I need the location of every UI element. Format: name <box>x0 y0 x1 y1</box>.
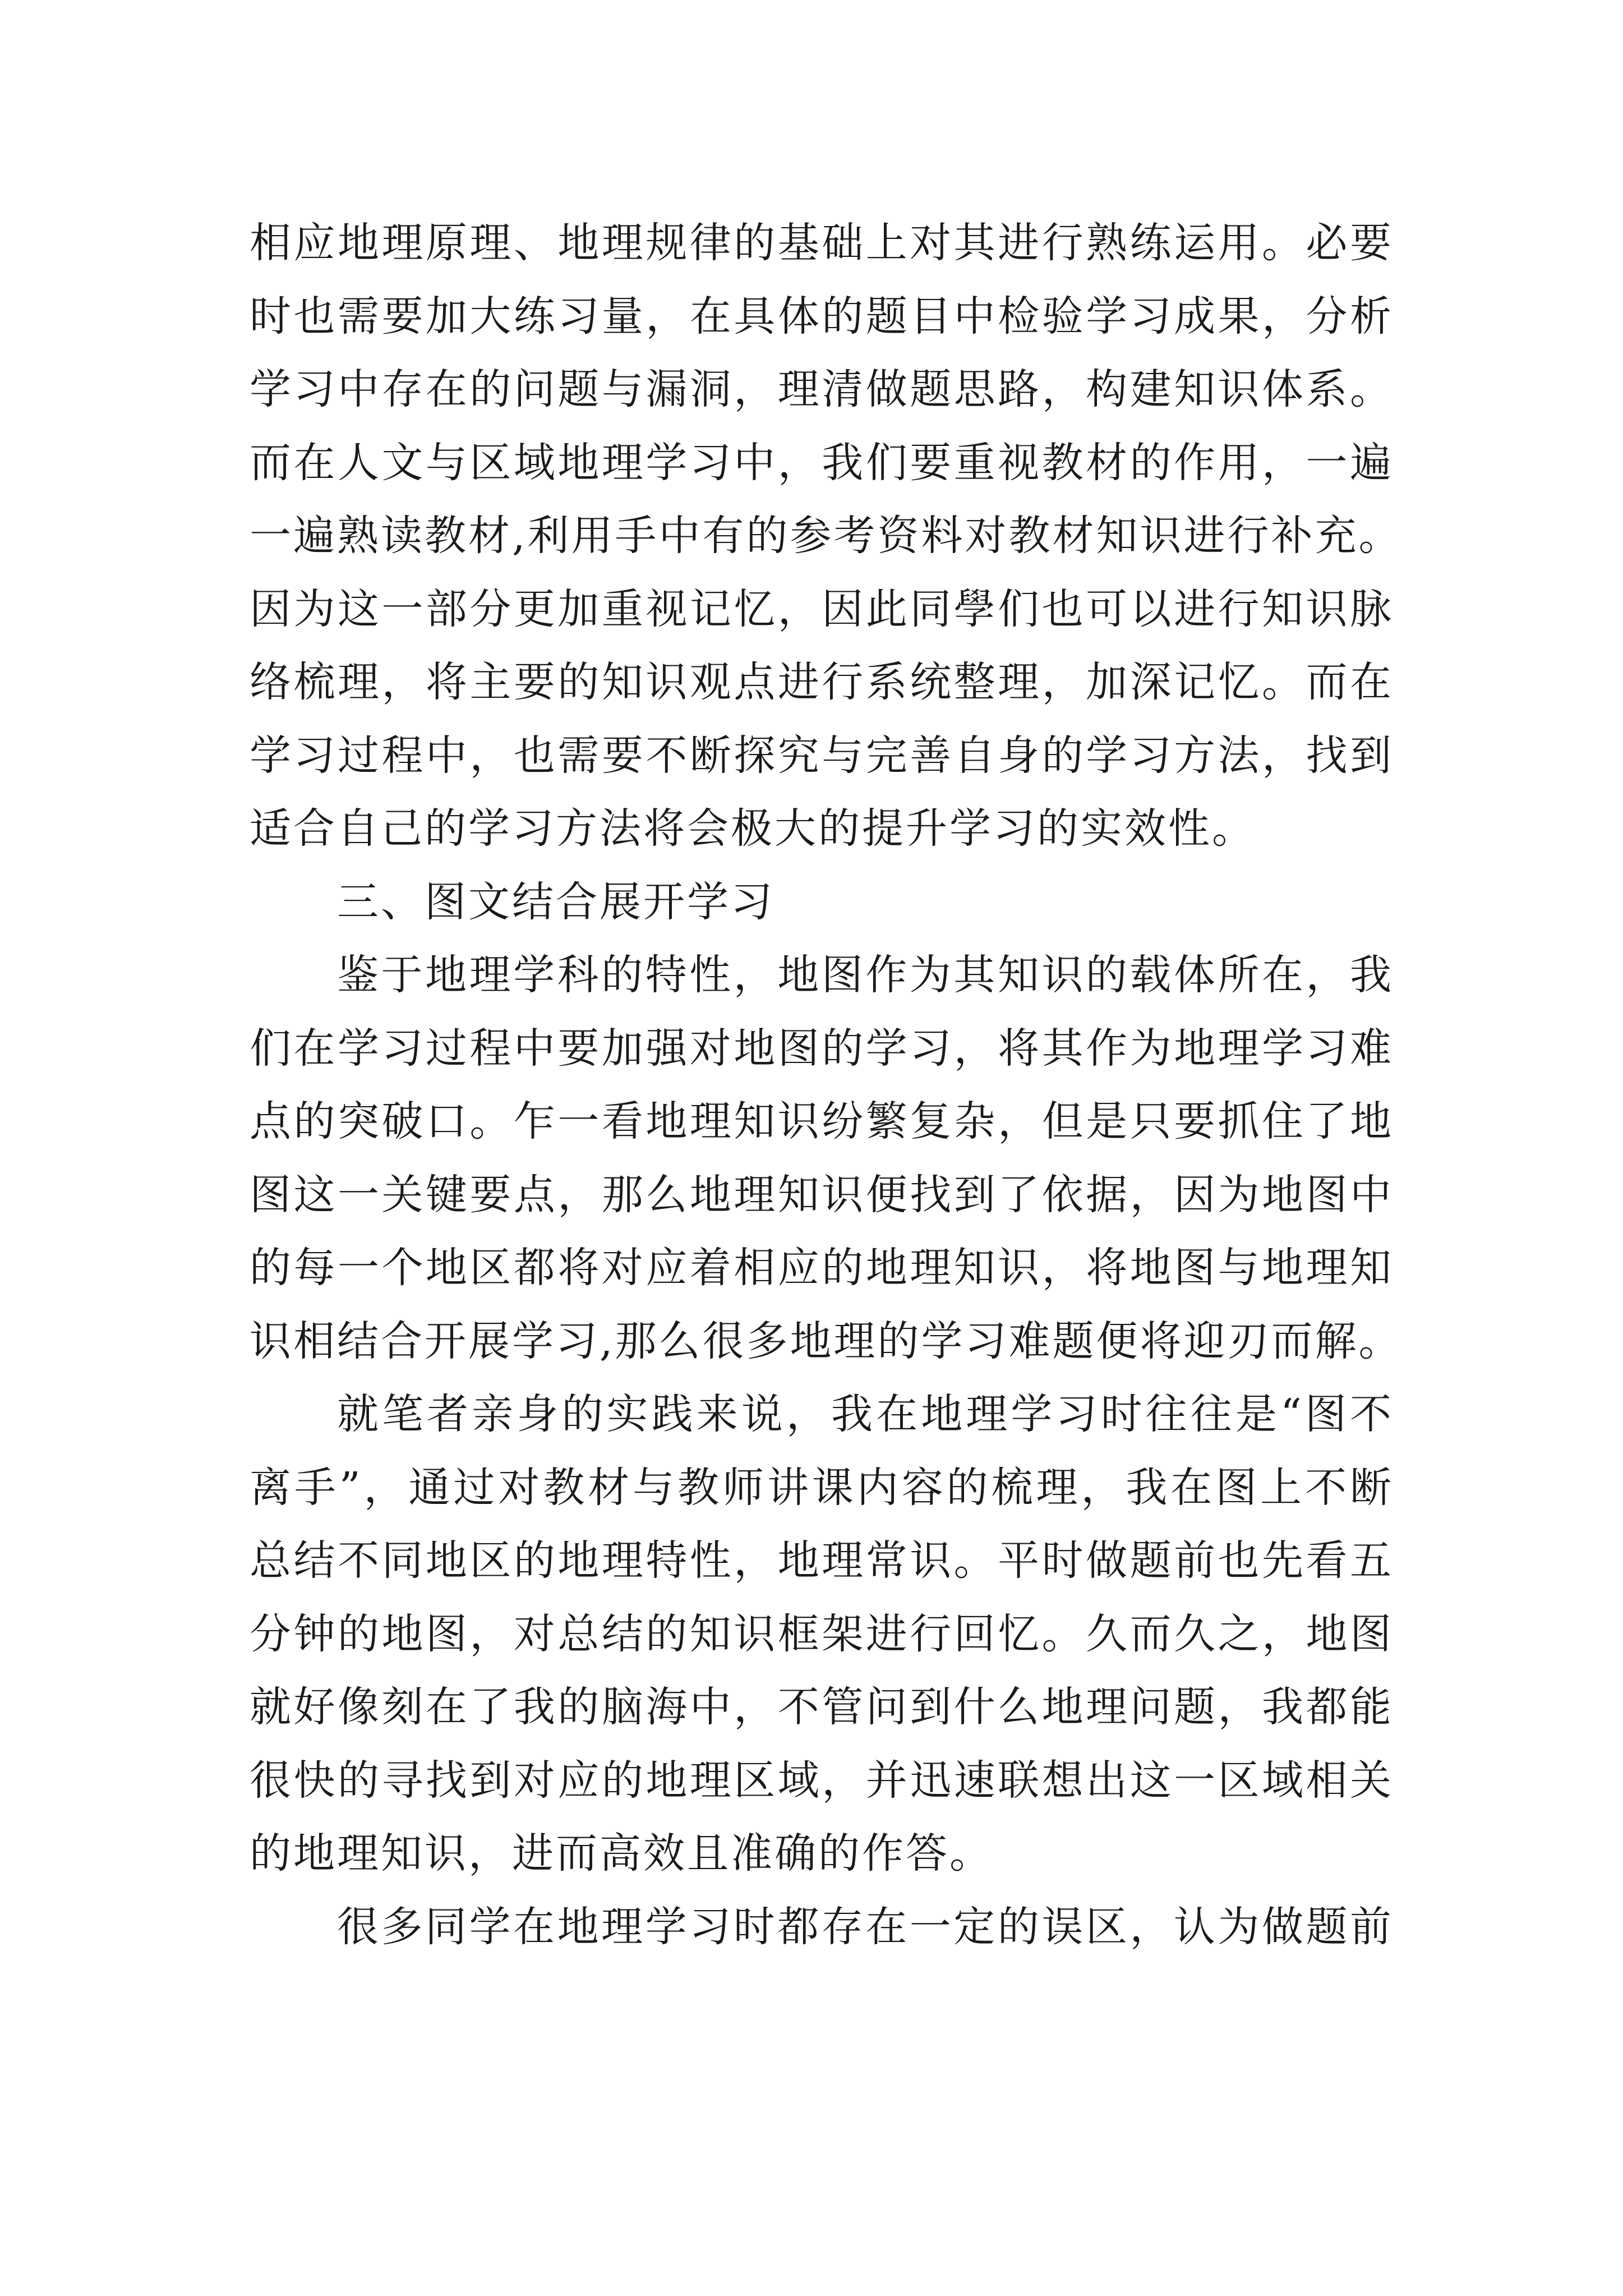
text-line: 图这一关键要点，那么地理知识便找到了依据，因为地图中 <box>250 1170 1394 1219</box>
text-line: 点的突破口。乍一看地理知识纷繁复杂，但是只要抓住了地 <box>250 1097 1394 1145</box>
text-line: 的每一个地区都将对应着相应的地理知识，将地图与地理知 <box>250 1244 1394 1292</box>
text-line: 鉴于地理学科的特性，地图作为其知识的载体所在，我 <box>337 951 1394 999</box>
text-line: 们在学习过程中要加强对地图的学习，将其作为地理学习难 <box>250 1024 1394 1073</box>
text-line: 而在人文与区域地理学习中，我们要重视教材的作用，一遍 <box>250 438 1394 487</box>
text-line: 相应地理原理、地理规律的基础上对其进行熟练运用。必要 <box>250 219 1394 267</box>
text-line: 一遍熟读教材,利用手中有的参考资料对教材知识进行补充。 <box>250 512 1403 560</box>
text-line: 时也需要加大练习量，在具体的题目中检验学习成果，分析 <box>250 292 1394 341</box>
text-line: 很快的寻找到对应的地理区域，并迅速联想出这一区域相关 <box>250 1756 1394 1805</box>
text-line: 络梳理，将主要的知识观点进行系统整理，加深记忆。而在 <box>250 658 1394 706</box>
text-line: 三、图文结合展开学习 <box>337 877 774 926</box>
document-body <box>250 206 1403 1963</box>
text-line: 就笔者亲身的实践来说，我在地理学习时往往是“图不 <box>337 1390 1394 1438</box>
text-line: 识相结合开展学习,那么很多地理的学习难题便将迎刃而解。 <box>250 1317 1403 1365</box>
text-line: 学习中存在的问题与漏洞，理清做题思路，构建知识体系。 <box>250 365 1394 413</box>
text-line: 总结不同地区的地理特性，地理常识。平时做题前也先看五 <box>250 1536 1394 1585</box>
text-line: 离手”，通过对教材与教师讲课内容的梳理，我在图上不断 <box>250 1463 1394 1512</box>
text-line: 就好像刻在了我的脑海中，不管问到什么地理问题，我都能 <box>250 1683 1394 1731</box>
text-line: 的地理知识，进而高效且准确的作答。 <box>250 1829 993 1878</box>
text-line: 分钟的地图，对总结的知识框架进行回忆。久而久之，地图 <box>250 1609 1394 1658</box>
text-line: 因为这一部分更加重视记忆，因此同學们也可以进行知识脉 <box>250 585 1394 633</box>
text-line: 适合自己的学习方法将会极大的提升学习的实效性。 <box>250 804 1256 853</box>
text-line: 学习过程中，也需要不断探究与完善自身的学习方法，找到 <box>250 731 1394 780</box>
text-line: 很多同学在地理学习时都存在一定的误区，认为做题前 <box>337 1902 1394 1951</box>
